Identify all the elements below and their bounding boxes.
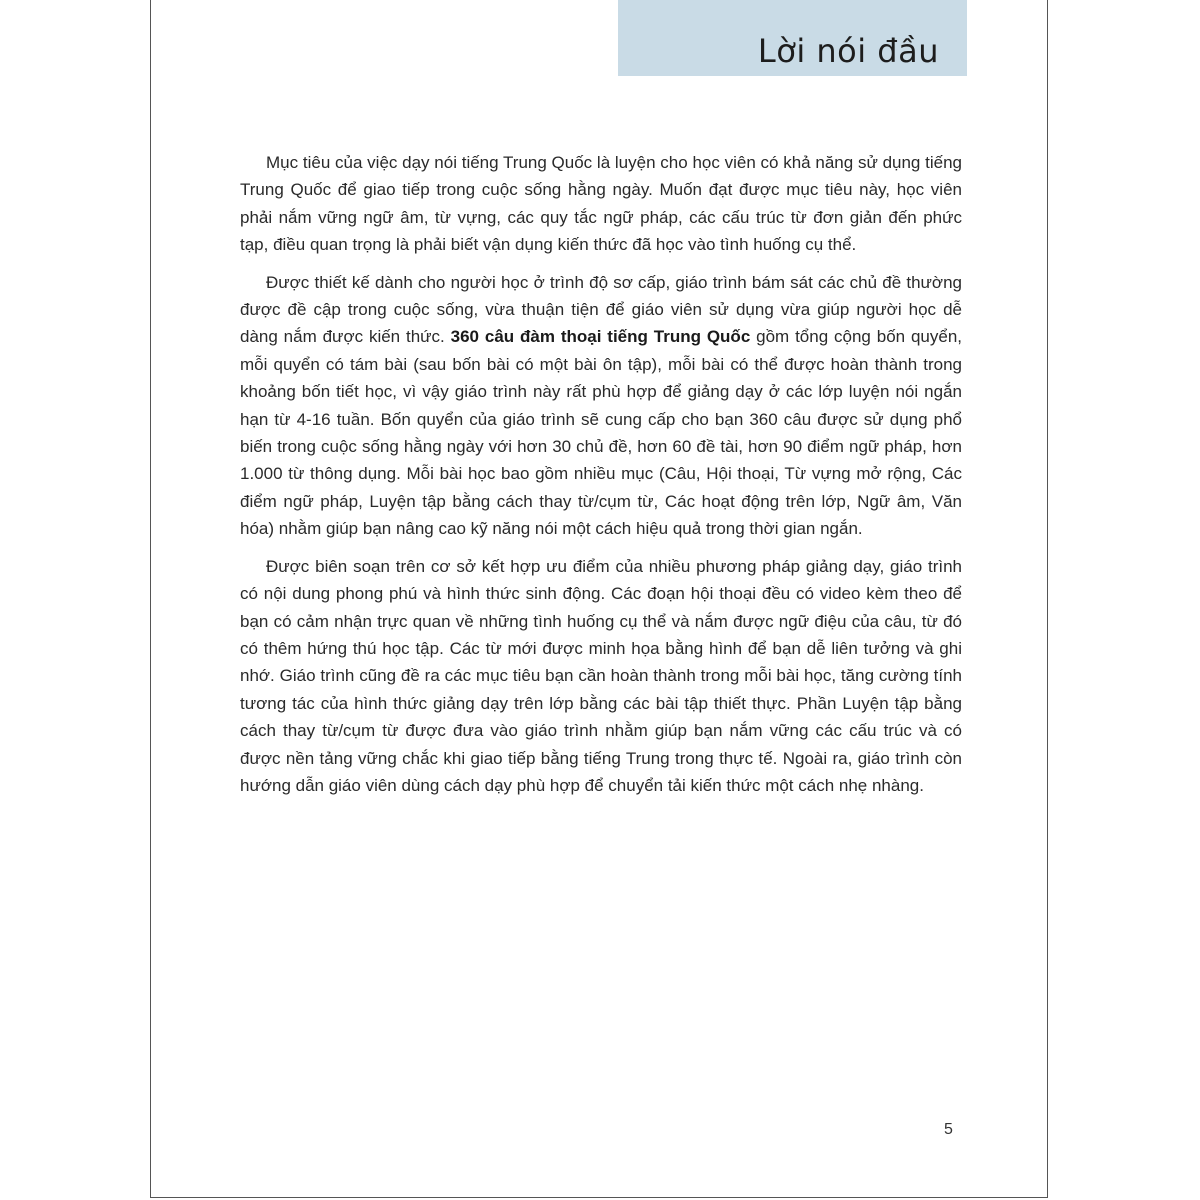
paragraph-2	[240, 269, 962, 543]
book-title-bold: 360 câu đàm thoại tiếng Trung Quốc	[450, 327, 751, 347]
title-band	[618, 0, 967, 76]
book-page	[150, 0, 1048, 1198]
page-title: Lời nói đầu	[757, 32, 939, 70]
body-text	[240, 149, 962, 809]
page-number: 5	[944, 1121, 953, 1138]
paragraph-2-rest: gồm tổng cộng bốn quyển, mỗi quyển có tám bài (sau bốn bài có một bài ôn tập), mỗi bài có thể được hoàn thành trong khoảng bốn tiết học, vì vậy giáo trình này rất phù hợp để giảng dạy ở các lớp luyện nói ngắn hạn từ 4-16 tuần. Bốn quyển của giáo trình sẽ cung cấp cho bạn 360 câu được sử dụng phổ biến trong cuộc sống hằng ngày với hơn 30 chủ đề, hơn 60 đề tài, hơn 90 điểm ngữ pháp, hơn 1.000 từ thông dụng. Mỗi bài học bao gồm nhiều mục (Câu, Hội thoại, Từ vựng mở rộng, Các điểm ngữ pháp, Luyện tập bằng cách thay từ/cụm từ, Các hoạt động trên lớp, Ngữ âm, Văn hóa) nhằm giúp bạn nâng cao kỹ năng nói một cách hiệu quả trong thời gian ngắn.	[240, 327, 962, 539]
paragraph-1: Mục tiêu của việc dạy nói tiếng Trung Quốc là luyện cho học viên có khả năng sử dụng tiếng Trung Quốc để giao tiếp trong cuộc sống hằng ngày. Muốn đạt được mục tiêu này, học viên phải nắm vững ngữ âm, từ vựng, các quy tắc ngữ pháp, các cấu trúc từ đơn giản đến phức tạp, điều quan trọng là phải biết vận dụng kiến thức đã học vào tình huống cụ thể.	[240, 153, 962, 255]
paragraph-3: Được biên soạn trên cơ sở kết hợp ưu điểm của nhiều phương pháp giảng dạy, giáo trình có nội dung phong phú và hình thức sinh động. Các đoạn hội thoại đều có video kèm theo để bạn có cảm nhận trực quan về những tình huống cụ thể và nắm được ngữ điệu của câu, từ đó có thêm hứng thú học tập. Các từ mới được minh họa bằng hình để bạn dễ liên tưởng và ghi nhớ. Giáo trình cũng đề ra các mục tiêu bạn cần hoàn thành trong mỗi bài học, tăng cường tính tương tác của hình thức giảng dạy trên lớp bằng các bài tập thiết thực. Phần Luyện tập bằng cách thay từ/cụm từ được đưa vào giáo trình nhằm giúp bạn nắm vững các cấu trúc và có được nền tảng vững chắc khi giao tiếp bằng tiếng Trung trong thực tế. Ngoài ra, giáo trình còn hướng dẫn giáo viên dùng cách dạy phù hợp để chuyển tải kiến thức một cách nhẹ nhàng.	[240, 556, 962, 795]
paragraph-2-intro: Được thiết kế dành cho người học ở trình độ sơ cấp, giáo trình bám sát các chủ đề thường được đề cập trong cuộc sống, vừa thuận tiện để giáo viên sử dụng vừa giúp người học dễ dàng nắm được kiến thức.	[240, 272, 962, 347]
